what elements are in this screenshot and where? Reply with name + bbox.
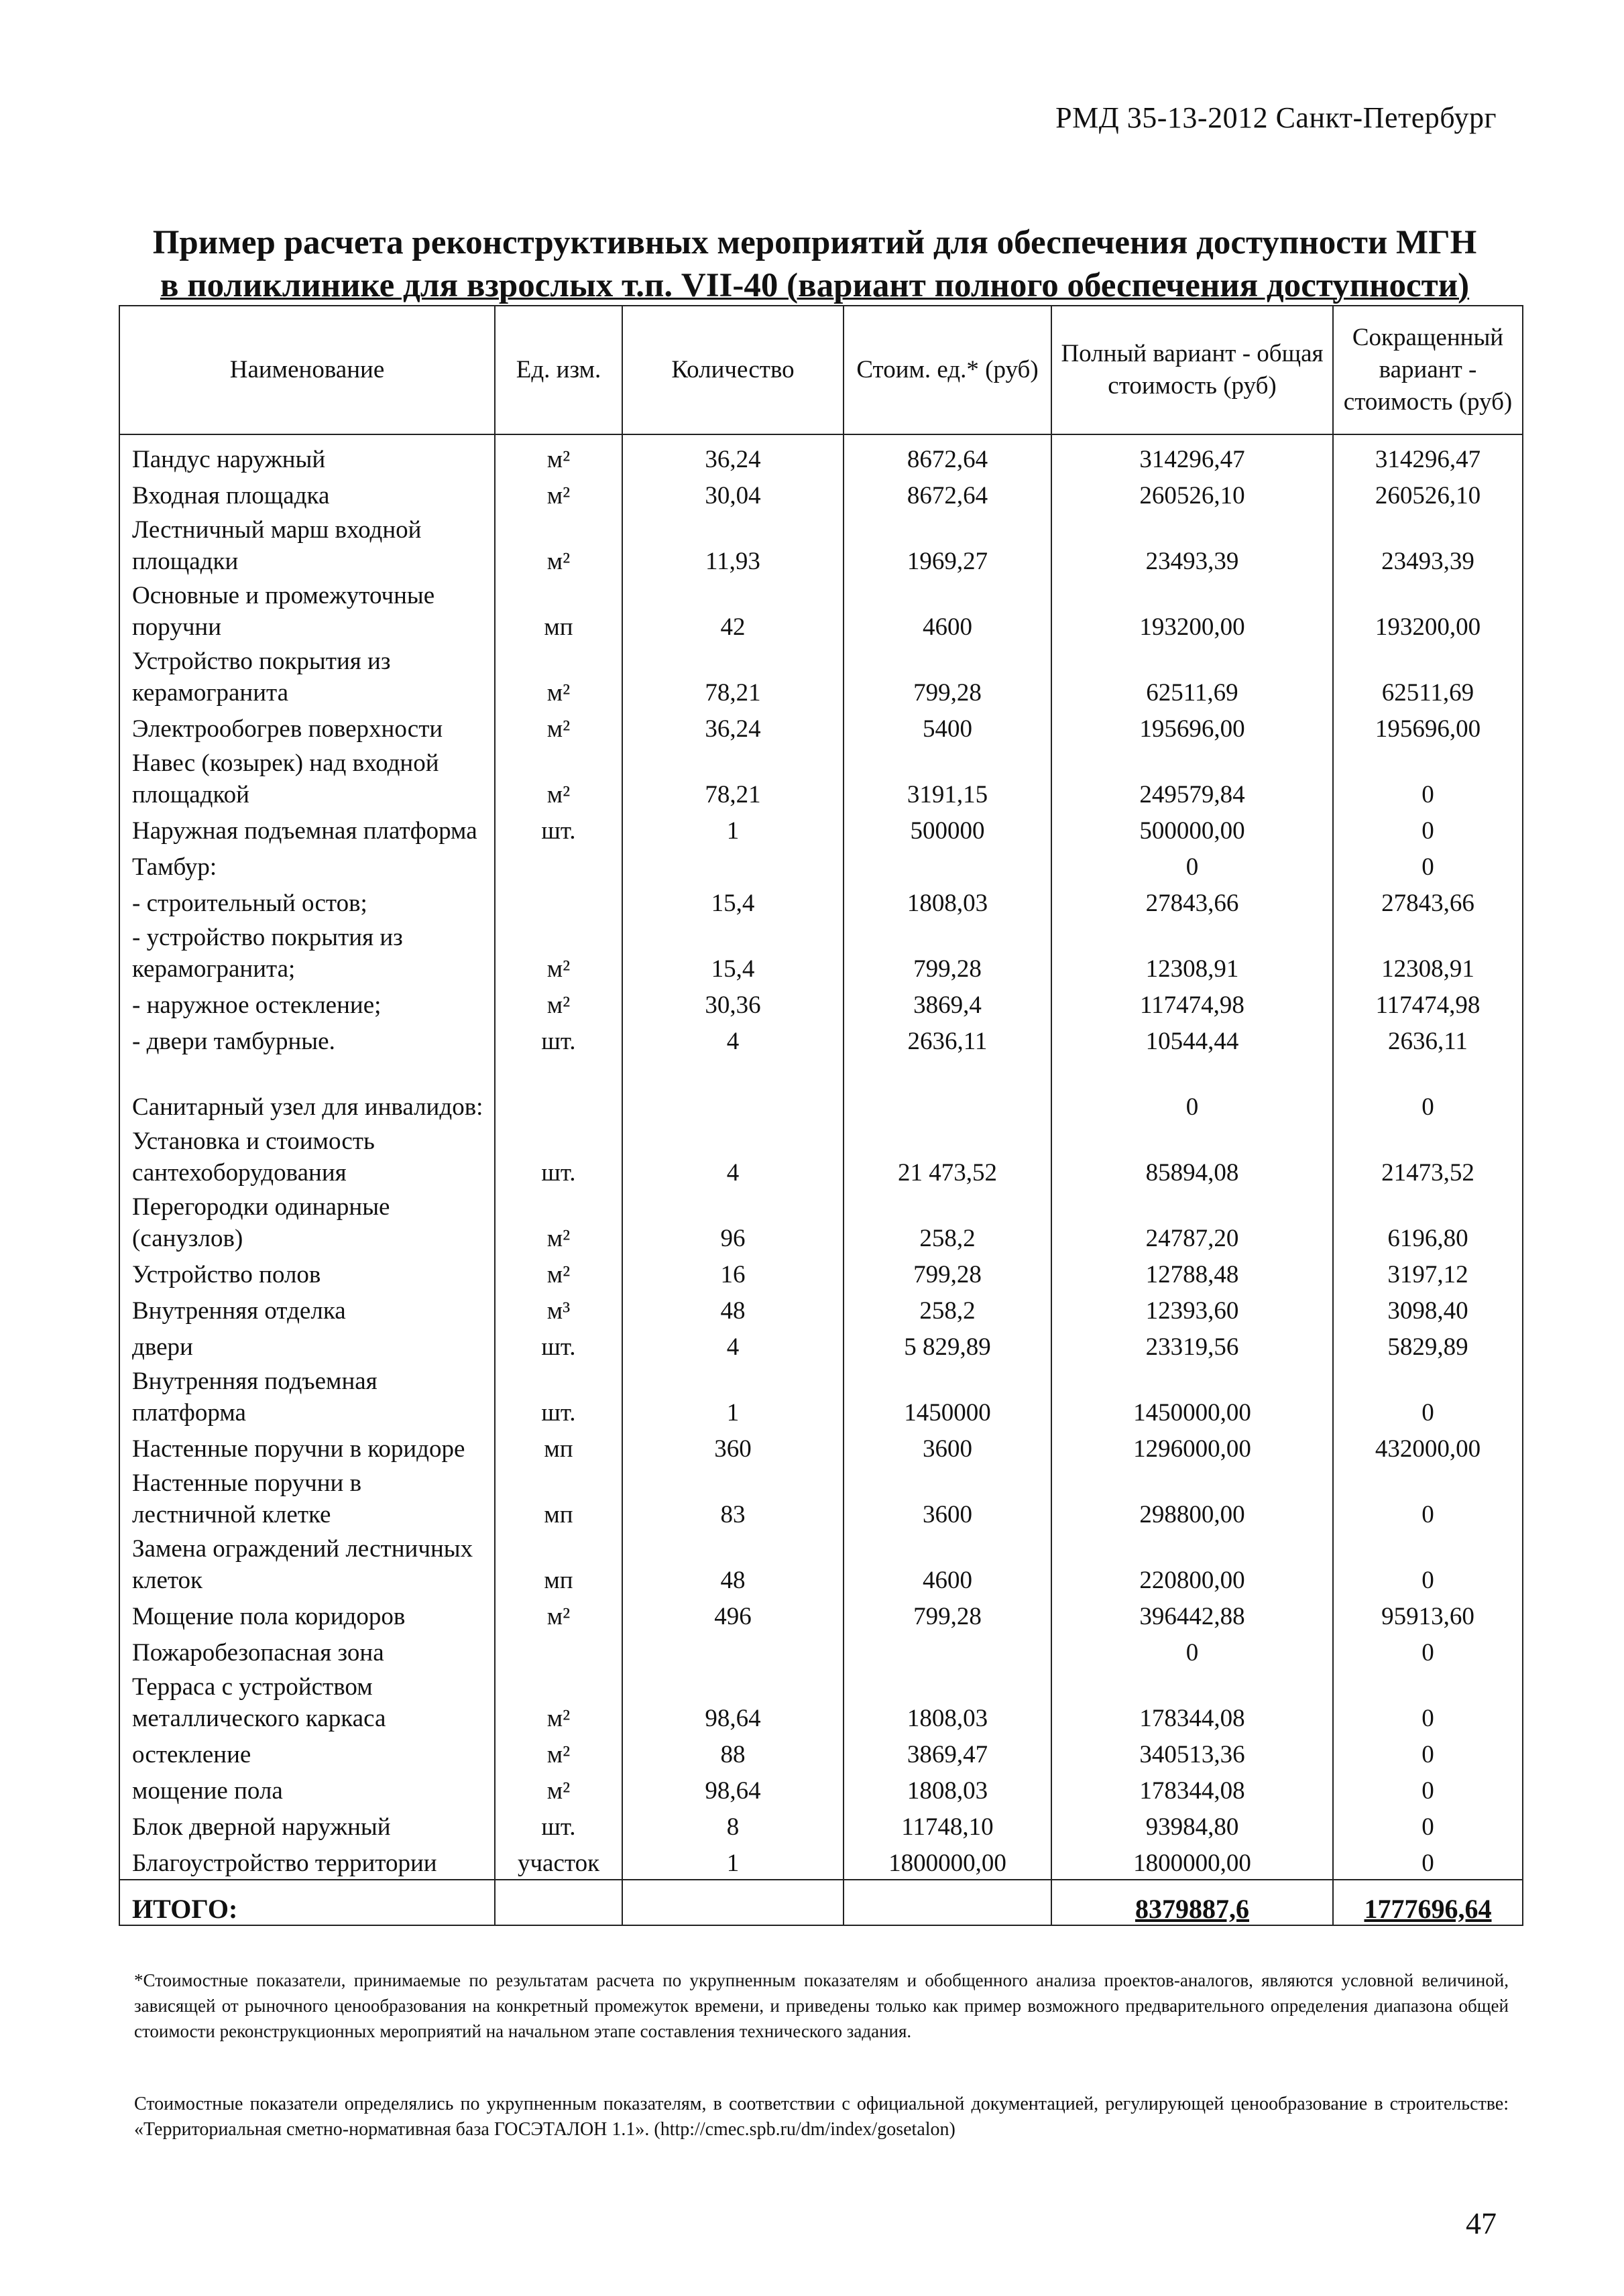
- header-full-cost: Полный вариант - общая стоимость (руб): [1051, 306, 1333, 434]
- row-reduced-cost: 0: [1333, 745, 1523, 810]
- row-unit-cost: [844, 1632, 1051, 1669]
- table-row: [119, 577, 1523, 643]
- table-row: [119, 745, 1523, 810]
- row-unit-cost: 1808,03: [844, 1669, 1051, 1734]
- row-quantity: 78,21: [622, 745, 844, 810]
- row-name: Тамбур:: [119, 847, 495, 883]
- row-name: Внутренняя подъемная платформа: [119, 1363, 495, 1429]
- row-name: Мощение пола коридоров: [119, 1596, 495, 1632]
- row-name: - наружное остекление;: [119, 985, 495, 1021]
- row-name: Перегородки одинарные (санузлов): [119, 1189, 495, 1254]
- row-name: Настенные поручни в лестничной клетке: [119, 1465, 495, 1530]
- row-unit-cost: 4600: [844, 577, 1051, 643]
- row-unit: м²: [495, 475, 622, 511]
- row-full-cost: 23319,56: [1051, 1327, 1333, 1363]
- table-row: [119, 1290, 1523, 1327]
- row-reduced-cost: 0: [1333, 1770, 1523, 1807]
- row-name: Навес (козырек) над входной площадкой: [119, 745, 495, 810]
- row-unit-cost: 21 473,52: [844, 1123, 1051, 1189]
- row-unit: [495, 1632, 622, 1669]
- total-empty-quantity: [622, 1880, 844, 1925]
- row-name: Установка и стоимость сантехоборудования: [119, 1123, 495, 1189]
- row-unit-cost: 1808,03: [844, 1770, 1051, 1807]
- row-quantity: 4: [622, 1021, 844, 1057]
- row-unit: шт.: [495, 1021, 622, 1057]
- row-unit-cost: 3869,4: [844, 985, 1051, 1021]
- row-reduced-cost: 193200,00: [1333, 577, 1523, 643]
- table-row: [119, 1189, 1523, 1254]
- row-unit: м²: [495, 1254, 622, 1290]
- row-quantity: 496: [622, 1596, 844, 1632]
- sources-note: Стоимостные показатели определялись по укрупненным показателям, в соответствии с официальной документацией, регулирующей ценообразование в строительстве: «Территориальная сметно-нормативная база ГОСЭТАЛОН 1.1». (http://cmec.spb.ru/dm/index/gosetalon): [134, 2094, 1509, 2140]
- row-quantity: 88: [622, 1734, 844, 1770]
- row-name: Внутренняя отделка: [119, 1290, 495, 1327]
- row-unit: шт.: [495, 1807, 622, 1843]
- row-reduced-cost: 314296,47: [1333, 434, 1523, 475]
- row-unit: мп: [495, 1465, 622, 1530]
- row-quantity: [622, 1057, 844, 1123]
- row-name: мощение пола: [119, 1770, 495, 1807]
- table-row: [119, 434, 1523, 475]
- cost-table: [119, 305, 1523, 1926]
- row-reduced-cost: 0: [1333, 1843, 1523, 1880]
- row-unit-cost: 2636,11: [844, 1021, 1051, 1057]
- row-unit-cost: 8672,64: [844, 475, 1051, 511]
- row-full-cost: 260526,10: [1051, 475, 1333, 511]
- header-unit-cost: Стоим. ед.* (руб): [844, 306, 1051, 434]
- row-full-cost: 12788,48: [1051, 1254, 1333, 1290]
- row-unit-cost: 500000: [844, 810, 1051, 847]
- row-full-cost: 314296,47: [1051, 434, 1333, 475]
- row-full-cost: 0: [1051, 847, 1333, 883]
- row-unit: [495, 1057, 622, 1123]
- row-name: Наружная подъемная платформа: [119, 810, 495, 847]
- row-full-cost: 178344,08: [1051, 1770, 1333, 1807]
- row-quantity: [622, 1632, 844, 1669]
- row-full-cost: 10544,44: [1051, 1021, 1333, 1057]
- row-reduced-cost: 260526,10: [1333, 475, 1523, 511]
- row-unit-cost: 799,28: [844, 919, 1051, 985]
- row-unit-cost: 799,28: [844, 1254, 1051, 1290]
- row-full-cost: 12393,60: [1051, 1290, 1333, 1327]
- row-full-cost: 1800000,00: [1051, 1843, 1333, 1880]
- row-unit-cost: 3600: [844, 1429, 1051, 1465]
- row-unit-cost: 11748,10: [844, 1807, 1051, 1843]
- row-name: Благоустройство территории: [119, 1843, 495, 1880]
- row-unit: м²: [495, 1770, 622, 1807]
- row-quantity: 98,64: [622, 1669, 844, 1734]
- row-reduced-cost: 21473,52: [1333, 1123, 1523, 1189]
- row-unit: шт.: [495, 810, 622, 847]
- row-reduced-cost: 23493,39: [1333, 511, 1523, 577]
- table-row: [119, 475, 1523, 511]
- header-name: Наименование: [119, 306, 495, 434]
- row-quantity: 98,64: [622, 1770, 844, 1807]
- table-row: [119, 1123, 1523, 1189]
- row-quantity: 8: [622, 1807, 844, 1843]
- row-full-cost: 0: [1051, 1057, 1333, 1123]
- row-full-cost: 298800,00: [1051, 1465, 1333, 1530]
- row-unit: шт.: [495, 1327, 622, 1363]
- table-row: [119, 847, 1523, 883]
- row-reduced-cost: 95913,60: [1333, 1596, 1523, 1632]
- row-reduced-cost: 0: [1333, 1807, 1523, 1843]
- row-full-cost: 24787,20: [1051, 1189, 1333, 1254]
- row-reduced-cost: 5829,89: [1333, 1327, 1523, 1363]
- row-reduced-cost: 6196,80: [1333, 1189, 1523, 1254]
- row-quantity: 48: [622, 1290, 844, 1327]
- row-quantity: 36,24: [622, 434, 844, 475]
- row-reduced-cost: 0: [1333, 1363, 1523, 1429]
- row-unit-cost: 5400: [844, 709, 1051, 745]
- table-row: [119, 1734, 1523, 1770]
- row-full-cost: 500000,00: [1051, 810, 1333, 847]
- row-full-cost: 12308,91: [1051, 919, 1333, 985]
- row-reduced-cost: 0: [1333, 1057, 1523, 1123]
- row-name: - устройство покрытия из керамогранита;: [119, 919, 495, 985]
- table-row: [119, 1843, 1523, 1880]
- row-unit: мп: [495, 1530, 622, 1596]
- table-row: [119, 1429, 1523, 1465]
- row-unit-cost: 258,2: [844, 1290, 1051, 1327]
- table-row: [119, 1770, 1523, 1807]
- total-empty-unit-cost: [844, 1880, 1051, 1925]
- row-unit-cost: 3191,15: [844, 745, 1051, 810]
- row-full-cost: 340513,36: [1051, 1734, 1333, 1770]
- row-quantity: 16: [622, 1254, 844, 1290]
- row-unit: м²: [495, 434, 622, 475]
- total-empty-unit: [495, 1880, 622, 1925]
- row-reduced-cost: 0: [1333, 1734, 1523, 1770]
- row-reduced-cost: 3197,12: [1333, 1254, 1523, 1290]
- table-row: [119, 1327, 1523, 1363]
- row-name: - двери тамбурные.: [119, 1021, 495, 1057]
- row-quantity: 30,04: [622, 475, 844, 511]
- row-full-cost: 195696,00: [1051, 709, 1333, 745]
- row-full-cost: 117474,98: [1051, 985, 1333, 1021]
- table-row: [119, 1669, 1523, 1734]
- row-unit-cost: [844, 1057, 1051, 1123]
- table-row: [119, 643, 1523, 709]
- row-reduced-cost: 2636,11: [1333, 1021, 1523, 1057]
- row-quantity: 96: [622, 1189, 844, 1254]
- row-full-cost: 85894,08: [1051, 1123, 1333, 1189]
- row-full-cost: 249579,84: [1051, 745, 1333, 810]
- header-reduced-cost: Сокращенный вариант - стоимость (руб): [1333, 306, 1523, 434]
- row-unit-cost: 8672,64: [844, 434, 1051, 475]
- row-reduced-cost: 117474,98: [1333, 985, 1523, 1021]
- row-unit-cost: 3600: [844, 1465, 1051, 1530]
- row-full-cost: 23493,39: [1051, 511, 1333, 577]
- row-reduced-cost: 0: [1333, 810, 1523, 847]
- row-quantity: 83: [622, 1465, 844, 1530]
- row-unit: мп: [495, 577, 622, 643]
- row-reduced-cost: 3098,40: [1333, 1290, 1523, 1327]
- row-unit: [495, 883, 622, 919]
- row-name: Пандус наружный: [119, 434, 495, 475]
- row-name: остекление: [119, 1734, 495, 1770]
- row-quantity: 15,4: [622, 883, 844, 919]
- row-reduced-cost: 12308,91: [1333, 919, 1523, 985]
- row-unit-cost: 1808,03: [844, 883, 1051, 919]
- total-row: [119, 1880, 1523, 1925]
- row-unit-cost: [844, 847, 1051, 883]
- row-name: Устройство покрытия из керамогранита: [119, 643, 495, 709]
- row-reduced-cost: 0: [1333, 1669, 1523, 1734]
- row-full-cost: 0: [1051, 1632, 1333, 1669]
- row-unit: м²: [495, 1734, 622, 1770]
- row-name: - строительный остов;: [119, 883, 495, 919]
- row-full-cost: 220800,00: [1051, 1530, 1333, 1596]
- row-unit: участок: [495, 1843, 622, 1880]
- row-reduced-cost: 195696,00: [1333, 709, 1523, 745]
- row-name: Входная площадка: [119, 475, 495, 511]
- row-quantity: 1: [622, 1843, 844, 1880]
- table-row: [119, 709, 1523, 745]
- row-reduced-cost: 432000,00: [1333, 1429, 1523, 1465]
- table-row: [119, 883, 1523, 919]
- table-row: [119, 985, 1523, 1021]
- row-name: Терраса с устройством металлического каркаса: [119, 1669, 495, 1734]
- table-row: [119, 1596, 1523, 1632]
- row-name: Лестничный марш входной площадки: [119, 511, 495, 577]
- table-body: [119, 434, 1523, 1880]
- row-reduced-cost: 0: [1333, 1530, 1523, 1596]
- title-line-2: в поликлинике для взрослых т.п. VII-40 (вариант полного обеспечения доступности): [160, 267, 1470, 304]
- row-name: Электрообогрев поверхности: [119, 709, 495, 745]
- table-row: [119, 1465, 1523, 1530]
- footnote: *Стоимостные показатели, принимаемые по результатам расчета по укрупненным показателям и обобщенного анализа проектов-аналогов, являются условной величиной, зависящей от рыночного ценообразования на конкретный промежуток времени, и приведены только как пример возможного предварительного определения диапазона общей стоимости реконструкционных мероприятий на начальном этапе составления технического задания.: [134, 1970, 1509, 2041]
- row-unit-cost: 258,2: [844, 1189, 1051, 1254]
- row-reduced-cost: 0: [1333, 1632, 1523, 1669]
- row-name: Настенные поручни в коридоре: [119, 1429, 495, 1465]
- row-unit-cost: 1969,27: [844, 511, 1051, 577]
- row-name: Блок дверной наружный: [119, 1807, 495, 1843]
- document-code: РМД 35-13-2012 Санкт-Петербург: [1055, 101, 1497, 134]
- row-quantity: 78,21: [622, 643, 844, 709]
- row-unit: м²: [495, 1596, 622, 1632]
- row-unit-cost: 3869,47: [844, 1734, 1051, 1770]
- row-quantity: 48: [622, 1530, 844, 1596]
- row-unit-cost: 799,28: [844, 1596, 1051, 1632]
- table-row: [119, 511, 1523, 577]
- row-unit: м²: [495, 511, 622, 577]
- row-quantity: 36,24: [622, 709, 844, 745]
- table-header-row: [119, 306, 1523, 434]
- row-unit: м²: [495, 745, 622, 810]
- row-reduced-cost: 0: [1333, 847, 1523, 883]
- row-name: Устройство полов: [119, 1254, 495, 1290]
- row-unit: м²: [495, 985, 622, 1021]
- table-row: [119, 1363, 1523, 1429]
- page-number: 47: [1466, 2206, 1497, 2240]
- table-row: [119, 1254, 1523, 1290]
- row-unit-cost: 799,28: [844, 643, 1051, 709]
- table-row: [119, 1807, 1523, 1843]
- row-unit: мп: [495, 1429, 622, 1465]
- row-quantity: 15,4: [622, 919, 844, 985]
- row-unit: м³: [495, 1290, 622, 1327]
- row-name: Замена ограждений лестничных клеток: [119, 1530, 495, 1596]
- cost-table-wrapper: [119, 305, 1522, 1926]
- row-name: двери: [119, 1327, 495, 1363]
- row-full-cost: 1296000,00: [1051, 1429, 1333, 1465]
- row-name: Основные и промежуточные поручни: [119, 577, 495, 643]
- row-name: Пожаробезопасная зона: [119, 1632, 495, 1669]
- row-unit: шт.: [495, 1123, 622, 1189]
- row-unit: шт.: [495, 1363, 622, 1429]
- row-reduced-cost: 0: [1333, 1465, 1523, 1530]
- total-label: ИТОГО:: [119, 1880, 495, 1925]
- row-quantity: 11,93: [622, 511, 844, 577]
- document-title: [114, 221, 1515, 307]
- table-row: [119, 1632, 1523, 1669]
- row-full-cost: 62511,69: [1051, 643, 1333, 709]
- header-unit: Ед. изм.: [495, 306, 622, 434]
- table-row: [119, 1530, 1523, 1596]
- row-quantity: 30,36: [622, 985, 844, 1021]
- row-quantity: 360: [622, 1429, 844, 1465]
- table-row: [119, 919, 1523, 985]
- row-name: Санитарный узел для инвалидов:: [119, 1057, 495, 1123]
- row-full-cost: 1450000,00: [1051, 1363, 1333, 1429]
- table-row: [119, 1057, 1523, 1123]
- row-full-cost: 193200,00: [1051, 577, 1333, 643]
- row-unit-cost: 1450000: [844, 1363, 1051, 1429]
- row-unit: м²: [495, 1669, 622, 1734]
- row-unit: м²: [495, 919, 622, 985]
- header-quantity: Количество: [622, 306, 844, 434]
- row-unit-cost: 4600: [844, 1530, 1051, 1596]
- row-unit: [495, 847, 622, 883]
- row-reduced-cost: 27843,66: [1333, 883, 1523, 919]
- row-quantity: 42: [622, 577, 844, 643]
- row-unit-cost: 1800000,00: [844, 1843, 1051, 1880]
- row-unit: м²: [495, 709, 622, 745]
- row-unit-cost: 5 829,89: [844, 1327, 1051, 1363]
- row-quantity: 1: [622, 1363, 844, 1429]
- row-reduced-cost: 62511,69: [1333, 643, 1523, 709]
- table-row: [119, 1021, 1523, 1057]
- total-full-cost: 8379887,6: [1051, 1880, 1333, 1925]
- row-full-cost: 178344,08: [1051, 1669, 1333, 1734]
- row-full-cost: 396442,88: [1051, 1596, 1333, 1632]
- row-full-cost: 93984,80: [1051, 1807, 1333, 1843]
- row-unit: м²: [495, 1189, 622, 1254]
- row-quantity: 1: [622, 810, 844, 847]
- title-line-1: Пример расчета реконструктивных мероприятий для обеспечения доступности МГН: [152, 224, 1477, 261]
- total-reduced-cost: 1777696,64: [1333, 1880, 1523, 1925]
- row-quantity: 4: [622, 1123, 844, 1189]
- table-row: [119, 810, 1523, 847]
- row-full-cost: 27843,66: [1051, 883, 1333, 919]
- row-unit: м²: [495, 643, 622, 709]
- row-quantity: [622, 847, 844, 883]
- row-quantity: 4: [622, 1327, 844, 1363]
